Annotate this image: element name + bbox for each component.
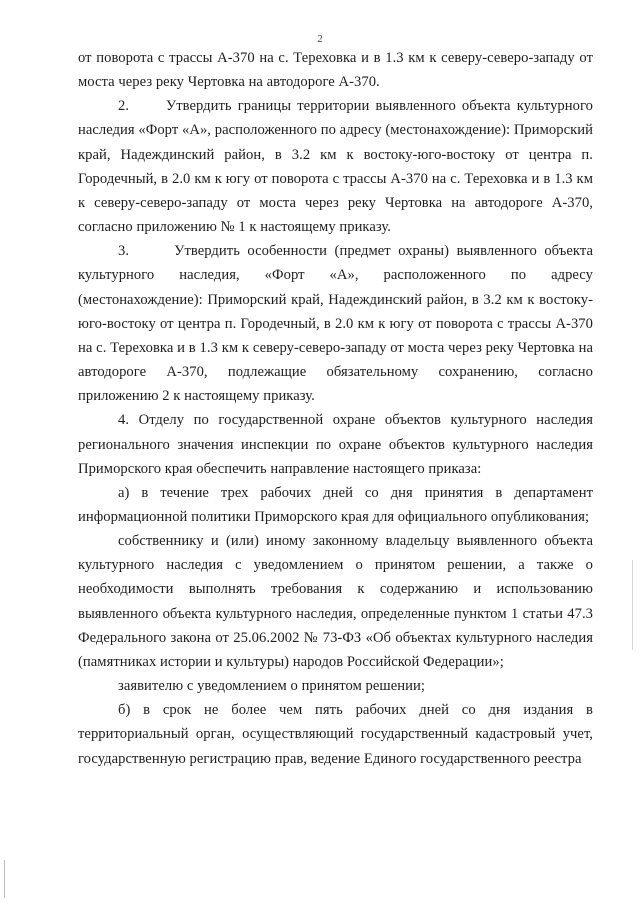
page-number: 2 xyxy=(317,33,323,45)
paragraph-item-4a-applicant: заявителю с уведомлением о принятом решении; xyxy=(118,678,425,695)
scan-mark-right xyxy=(632,560,633,650)
paragraph-item-4a: а) в течение трех рабочих дней со дня принятия в департамент информационной политики Приморского края для официального опубликования; xyxy=(78,484,593,525)
paragraph-item-4a-owner: собственнику и (или) иному законному владельцу выявленного объекта культурного наследия с уведомлением о принятом решении, а также о необходимости выполнять требования к содержанию и использованию выявленного объекта культурного наследия, определенные пунктом 1 статьи 47.3 Федерального закона от 25.06.2002 № 73-ФЗ «Об объектах культурного наследия (памятниках истории и культуры) народов Российской Федерации»; xyxy=(78,533,593,670)
paragraph-item-3: 3. Утвердить особенности (предмет охраны) выявленного объекта культурного наследия, «Форт «А», расположенного по адресу (местонахождение): Приморский край, Надеждинский район, в 3.2 км к востоку-юго-востоку от центра п. Городечный, в 2.0 км к югу от поворота с трассы А-370 на с. Тереховка и в 1.3 км к северу-северо-западу от моста через реку Чертовка на автодороге А-370, подлежащие обязательному сохранению, согласно приложению 2 к настоящему приказу. xyxy=(78,243,593,405)
paragraph-continuation: от поворота с трассы А-370 на с. Тереховка и в 1.3 км к северу-северо-западу от моста через реку Чертовка на автодороге А-370. xyxy=(78,50,593,91)
scan-mark-left xyxy=(4,860,5,898)
paragraph-item-4: 4. Отделу по государственной охране объектов культурного наследия регионального значения инспекции по охране объектов культурного наследия Приморского края обеспечить направление настоящего приказа: xyxy=(78,412,593,477)
paragraph-item-4b: б) в срок не более чем пять рабочих дней со дня издания в территориальный орган, осуществляющий государственный кадастровый учет, государственную регистрацию прав, ведение Единого государственного реестра xyxy=(78,702,593,767)
document-body xyxy=(78,46,593,771)
paragraph-item-2: 2. Утвердить границы территории выявленного объекта культурного наследия «Форт «А», расположенного по адресу (местонахождение): Приморский край, Надеждинский район, в 3.2 км к востоку-юго-востоку от центра п. Городечный, в 2.0 км к югу от поворота с трассы А-370 на с. Тереховка и в 1.3 км к северу-северо-западу от моста через реку Чертовка на автодороге А-370, согласно приложению № 1 к настоящему приказу. xyxy=(78,98,593,236)
